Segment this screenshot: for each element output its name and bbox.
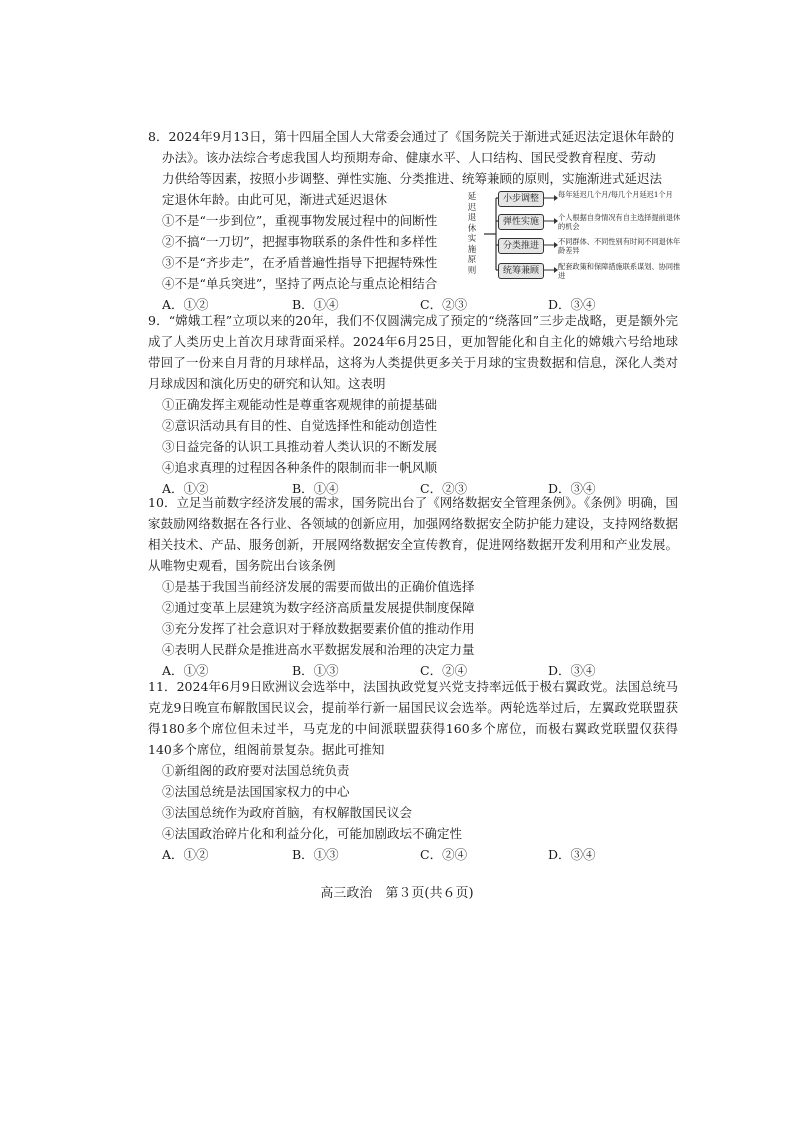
q11-choice-c: C．②④: [420, 847, 468, 862]
diagram-desc-2: 个人根据自身情况有自主选择提前退休的机会: [558, 213, 681, 231]
q8-stem-line-4: 定退休年龄。由此可见，渐进式延迟退休: [162, 192, 388, 207]
diagram-desc-1: 每年延迟几个月/每几个月延迟1个月: [558, 190, 673, 199]
q8-stem-line-2: 办法》。该办法综合考虑我国人均预期寿命、健康水平、人口结构、国民受教育程度、劳动: [162, 150, 656, 165]
q8-choice-a: A．①②: [162, 297, 209, 312]
q8-choice-b: B．①④: [292, 297, 339, 312]
retirement-principles-diagram: [462, 190, 682, 280]
q8-option-2: ②不搞“一刀切”，把握事物联系的条件性和多样性: [162, 234, 438, 249]
q10-stem: 10．立足当前数字经济发展的需求，国务院出台了《网络数据安全管理条例》。《条例》明确，国家鼓励网络数据在各行业、各领域的创新应用，加强网络数据安全防护能力建设，支持网络数据相关技术、产品、服务创新，开展网络数据安全宣传教育，促进网络数据开发利用和产业发展。从唯物史观看，国务院出台该条例: [148, 495, 678, 573]
q9-option-2: ②意识活动具有目的性、自觉选择性和能动创造性: [162, 418, 438, 433]
q8-option-4: ④不是“单兵突进”，坚持了两点论与重点论相结合: [162, 276, 438, 291]
q10-choice-a: A．①②: [162, 663, 209, 678]
q9-stem: 9．“嫦娥工程”立项以来的20年，我们不仅圆满完成了预定的“绕落回”三步走战略，更是额外完成了人类历史上首次月球背面采样。2024年6月25日，更加智能化和自主化的嫦娥六号给地球带回了一份来自月背的月球样品，这将为人类提供更多关于月球的宝贵数据和信息，深化人类对月球成因和演化历史的研究和认知。这表明: [148, 313, 678, 391]
q8-option-3: ③不是“齐步走”，在矛盾普遍性指导下把握特殊性: [162, 255, 438, 270]
q8-stem-line-1: 8．2024年9月13日，第十四届全国人大常委会通过了《国务院关于渐进式延迟法定退休年龄的: [148, 129, 675, 144]
q11-option-2: ②法国总统是法国国家权力的中心: [162, 784, 350, 799]
diagram-vertical-label: 延迟退休实施原则: [467, 192, 477, 276]
q11-choice-d: D．③④: [548, 847, 596, 862]
q9-choice-d: D．③④: [548, 481, 596, 496]
q8-option-1: ①不是“一步到位”，重视事物发展过程中的间断性: [162, 213, 438, 228]
question-10: [148, 492, 678, 682]
q11-option-1: ①新组阁的政府要对法国总统负责: [162, 763, 350, 778]
q9-choice-b: B．①④: [292, 481, 339, 496]
q10-choice-c: C．②④: [420, 663, 468, 678]
diagram-desc-4: 配套政策和保障措施联系谋划、协同推进: [558, 262, 681, 280]
q11-option-3: ③法国总统作为政府首脑，有权解散国民议会: [162, 805, 413, 820]
q10-option-4: ④表明人民群众是推进高水平数据发展和治理的决定力量: [162, 642, 475, 657]
page-footer: 高三政治 第３页(共６页): [320, 886, 474, 901]
q11-option-4: ④法国政治碎片化和利益分化，可能加剧政坛不确定性: [162, 826, 463, 841]
q9-option-3: ③日益完备的认识工具推动着人类认识的不断发展: [162, 439, 438, 454]
q10-option-3: ③充分发挥了社会意识对于释放数据要素价值的推动作用: [162, 621, 475, 636]
q10-option-2: ②通过变革上层建筑为数字经济高质量发展提供制度保障: [162, 600, 475, 615]
q9-choice-a: A．①②: [162, 481, 209, 496]
q9-option-4: ④追求真理的过程因各种条件的限制而非一帆风顺: [162, 460, 438, 475]
q10-option-1: ①是基于我国当前经济发展的需要而做出的正确价值选择: [162, 579, 475, 594]
q8-choice-c: C．②③: [420, 297, 468, 312]
q8-stem-line-3: 力供给等因素，按照小步调整、弹性实施、分类推进、统筹兼顾的原则，实施渐进式延迟法: [162, 171, 663, 186]
q11-choice-a: A．①②: [162, 847, 209, 862]
q10-choice-d: D．③④: [548, 663, 596, 678]
q10-choice-b: B．①③: [292, 663, 339, 678]
diagram-box-3: 分类推进: [498, 238, 544, 254]
question-9: [148, 310, 678, 500]
q11-choice-b: B．①③: [292, 847, 339, 862]
q11-choices: [148, 844, 678, 866]
q11-stem: 11．2024年6月9日欧洲议会选举中，法国执政党复兴党支持率远低于极右翼政党。法国总统马克龙9日晚宣布解散国民议会，提前举行新一届国民议会选举。两轮选举过后，左翼政党联盟获得180多个席位但未过半，马克龙的中间派联盟获得160多个席位，而极右翼政党联盟仅获得140多个席位，组阁前景复杂。据此可推知: [148, 679, 678, 757]
diagram-desc-3: 不同群体、不同性别有时间不同退休年龄差异: [558, 237, 681, 255]
question-11: [148, 676, 678, 866]
q9-option-1: ①正确发挥主观能动性是尊重客观规律的前提基础: [162, 397, 438, 412]
diagram-box-2: 弹性实施: [498, 214, 544, 230]
q8-choice-d: D．③④: [548, 297, 596, 312]
diagram-box-4: 统筹兼顾: [498, 263, 544, 279]
diagram-box-1: 小步调整: [498, 191, 544, 207]
q9-choice-c: C．②③: [420, 481, 468, 496]
